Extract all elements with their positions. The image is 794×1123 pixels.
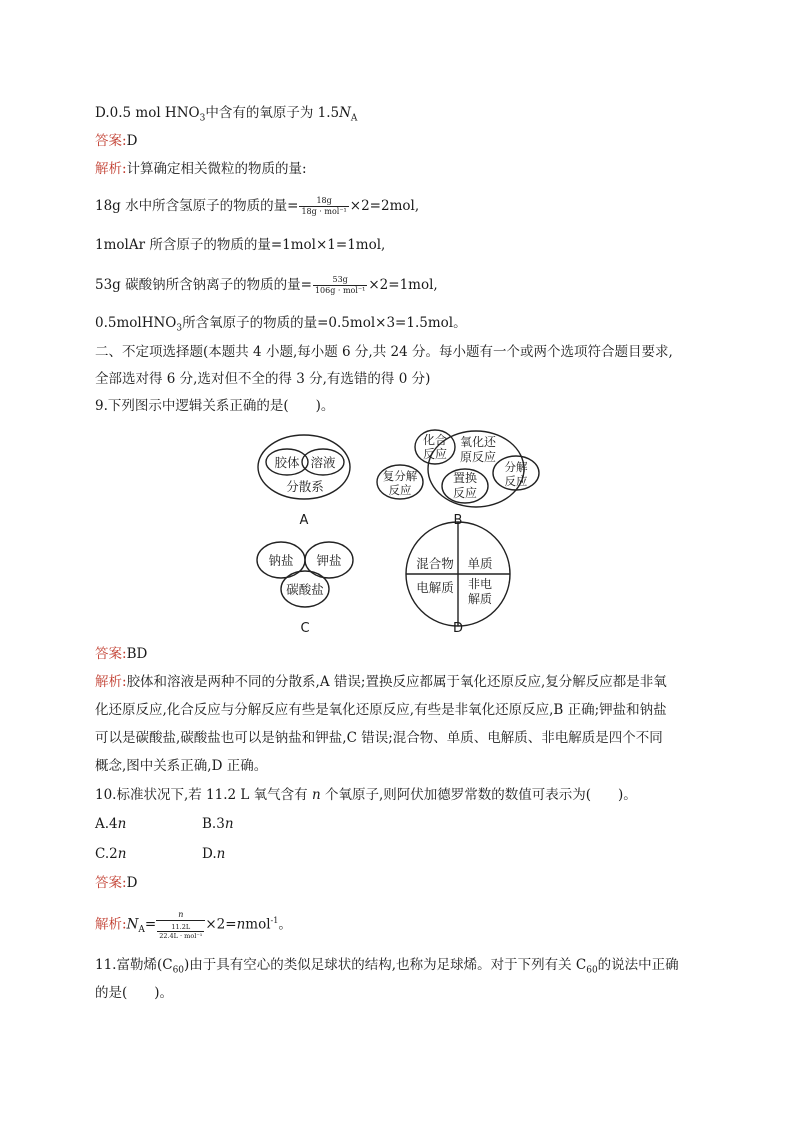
diagram-c-right-text: 钾盐 bbox=[316, 553, 342, 568]
diagram-b-bottom-text-2: 反应 bbox=[452, 486, 478, 500]
q9-diagrams bbox=[0, 420, 794, 640]
diagram-d-bottomright-text-1: 非电 bbox=[467, 577, 493, 591]
diagram-d-topright-text: 单质 bbox=[467, 556, 493, 571]
q11-stem-line1: 11.富勒烯$(C_{60})$由于具有空心的类似足球状的结构,也称为足球烯。对于下列有关 $C_{60}$的说法中正确 bbox=[95, 957, 679, 976]
diagram-b-topleft-text-2: 反应 bbox=[422, 447, 448, 461]
diagram-a-label: A bbox=[299, 513, 309, 528]
diagram-b-right-text-2: 反应 bbox=[504, 474, 528, 488]
diagram-a-inner-left-text: 胶体 bbox=[274, 455, 300, 470]
q9-analysis-line1: 解析:胶体和溶液是两种不同的分散系,A 错误;置换反应都属于氧化还原反应,复分解反应都是非氧 bbox=[95, 674, 667, 690]
q8-answer: 答案:D bbox=[95, 133, 138, 149]
q8-analysis-line1: 18g 水中所含氢原子的物质的量= $\frac{18g}{\text{18g · mol⁻¹}}$ ×2=2mol, bbox=[95, 196, 420, 216]
q10-answer: 答案:D bbox=[95, 875, 138, 891]
section2-heading-line1: 二、不定项选择题(本题共 4 小题,每小题 6 分,共 24 分。每小题有一个或两个选项符合题目要求, bbox=[95, 344, 673, 360]
q9-analysis-line2: 化还原反应,化合反应与分解反应有些是氧化还原反应,有些是非氧化还原反应,B 正确;钾盐和钠盐 bbox=[95, 702, 667, 718]
diagram-b-label: B bbox=[453, 513, 463, 528]
q9-answer: 答案:BD bbox=[95, 646, 148, 662]
diagram-b-left-text-2: 反应 bbox=[388, 483, 412, 497]
diagram-c-bottom-text: 碳酸盐 bbox=[286, 582, 324, 597]
q10-option-c: C.2n bbox=[95, 846, 127, 862]
q8-analysis-intro: 解析:计算确定相关微粒的物质的量: bbox=[95, 161, 307, 177]
q9-stem: 9.下列图示中逻辑关系正确的是( )。 bbox=[95, 398, 335, 414]
diagram-b-right-text-1: 分解 bbox=[504, 460, 528, 474]
q10-option-d: D.n bbox=[202, 846, 226, 862]
diagram-b-left-text-1: 复分解 bbox=[382, 469, 418, 483]
q8-analysis-line4: 0.5molHNO$_3$所含氧原子的物质的量=0.5mol×3=1.5mol。 bbox=[95, 315, 467, 334]
diagram-b-topleft-text-1: 化合 bbox=[422, 433, 448, 447]
diagram-b-center-text-2: 原反应 bbox=[459, 450, 497, 464]
diagram-d-topleft-text: 混合物 bbox=[416, 556, 454, 571]
section2-heading-line2: 全部选对得 6 分,选对但不全的得 3 分,有选错的得 0 分) bbox=[95, 371, 431, 387]
q10-option-b: B.3n bbox=[202, 816, 234, 832]
diagram-b-bottom-text-1: 置换 bbox=[452, 471, 478, 485]
diagram-a-outer-text: 分散系 bbox=[286, 479, 324, 494]
q8-analysis-line2: 1molAr 所含原子的物质的量=1mol×1=1mol, bbox=[95, 237, 386, 253]
q10-option-a: A.4n bbox=[95, 816, 127, 832]
diagram-b-center-text-1: 氧化还 bbox=[459, 435, 497, 449]
q9-analysis-line4: 概念,图中关系正确,D 正确。 bbox=[95, 758, 268, 774]
q10-analysis: 解析$:N_A=$ $\frac{n}{\frac{11.2L}{\text{22.4L · mol⁻¹}}}$ ×2=nmol$^{-1}$。 bbox=[95, 910, 292, 940]
diagram-a-inner-right-text: 溶液 bbox=[310, 455, 336, 470]
diagram-d-bottomright-text-2: 解质 bbox=[467, 592, 493, 606]
q8-option-d: D.0.5 mol $HNO_3$中含有的氧原子为 $1.5N_A$ bbox=[95, 105, 358, 124]
q11-stem-line2: 的是( )。 bbox=[95, 985, 174, 1001]
diagram-c-label: C bbox=[300, 621, 310, 636]
q10-stem: 10.标准状况下,若 11.2 L 氧气含有 n 个氧原子,则阿伏加德罗常数的数值可表示为( )。 bbox=[95, 787, 637, 803]
q9-analysis-line3: 可以是碳酸盐,碳酸盐也可以是钠盐和钾盐,C 错误;混合物、单质、电解质、非电解质是四个不同 bbox=[95, 730, 663, 746]
diagram-d-label: D bbox=[452, 621, 464, 636]
diagram-c-left-text: 钠盐 bbox=[268, 553, 294, 568]
diagram-d-bottomleft-text: 电解质 bbox=[416, 580, 454, 595]
q8-analysis-line3: 53g 碳酸钠所含钠离子的物质的量= $\frac{53g}{\text{106g · mol⁻¹}}$ ×2=1mol, bbox=[95, 275, 438, 295]
